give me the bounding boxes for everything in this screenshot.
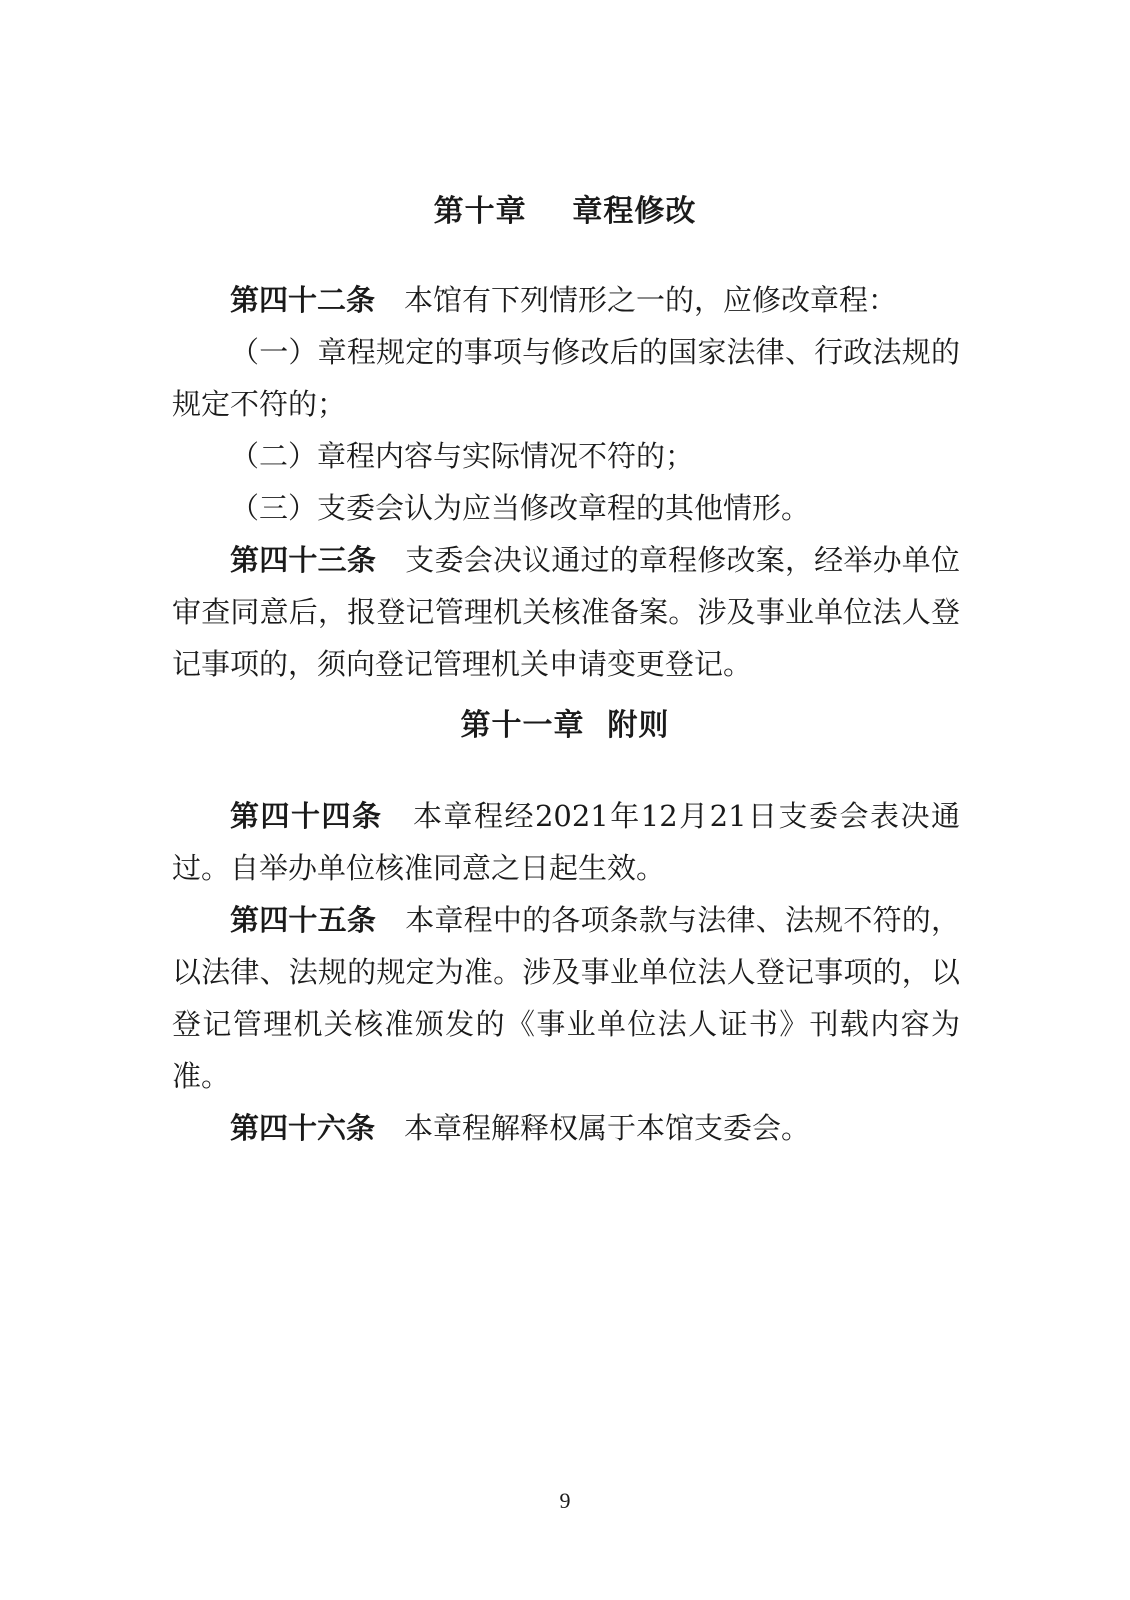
article-42 — [172, 274, 960, 326]
article-number: 第四十二条 — [230, 283, 376, 317]
article-number: 第四十五条 — [230, 903, 377, 937]
item-text: （一）章程规定的事项与修改后的国家法律、行政法规的规定不符的； — [172, 335, 960, 421]
article-42-item-2 — [172, 430, 960, 482]
item-text: （二）章程内容与实际情况不符的； — [230, 439, 695, 473]
chapter-11-body — [172, 790, 960, 1154]
item-text: （三）支委会认为应当修改章程的其他情形。 — [230, 491, 811, 525]
article-45 — [172, 894, 960, 1102]
article-number: 第四十六条 — [230, 1111, 376, 1145]
article-42-item-3 — [172, 482, 960, 534]
article-number: 第四十四条 — [230, 799, 383, 833]
article-text: 本章程中的各项条款与法律、法规不符的，以法律、法规的规定为准。涉及事业单位法人登记事项的，以登记管理机关核准颁发的《事业单位法人证书》刊载内容为准。 — [172, 903, 960, 1093]
article-43 — [172, 534, 960, 690]
article-text: 本馆有下列情形之一的，应修改章程： — [404, 283, 898, 317]
article-42-item-1 — [172, 326, 960, 430]
chapter-11-title: 第十一章 附则 — [460, 708, 670, 743]
article-text: 支委会决议通过的章程修改案，经举办单位审查同意后，报登记管理机关核准备案。涉及事业单位法人登记事项的，须向登记管理机关申请变更登记。 — [172, 543, 960, 681]
article-44 — [172, 790, 960, 894]
article-46 — [172, 1102, 960, 1154]
chapter-10-body — [172, 274, 960, 690]
chapter-10-title: 第十章 章程修改 — [433, 194, 697, 229]
page-number: 9 — [559, 1488, 571, 1513]
article-number: 第四十三条 — [230, 543, 377, 577]
article-text: 本章程经2021年12月21日支委会表决通过。自举办单位核准同意之日起生效。 — [172, 799, 960, 885]
article-text: 本章程解释权属于本馆支委会。 — [404, 1111, 811, 1145]
